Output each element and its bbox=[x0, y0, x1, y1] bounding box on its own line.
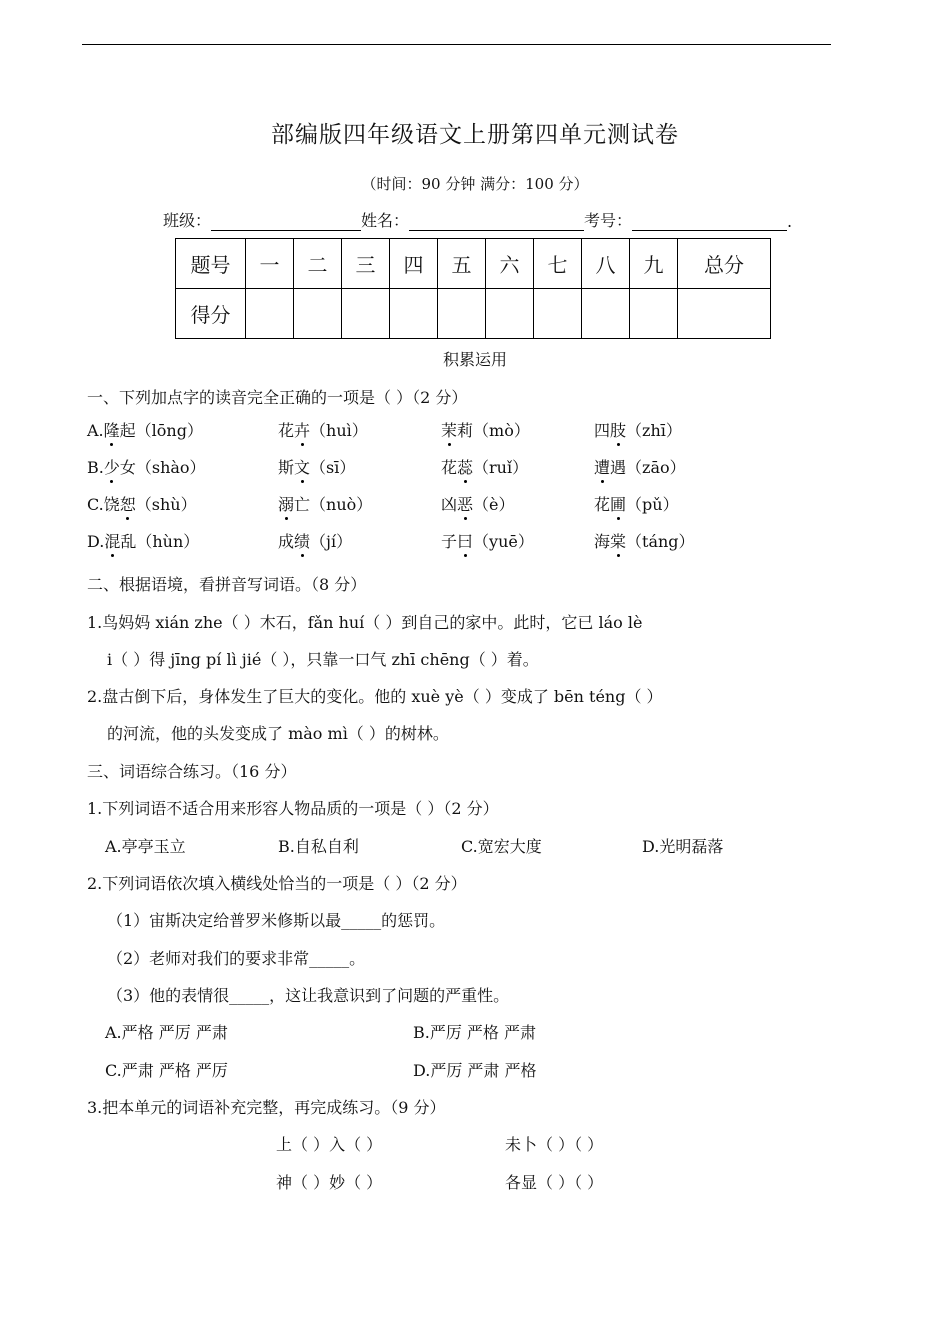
q1-option-c-2: 溺亡（nuò） bbox=[278, 492, 372, 515]
q2-line: 1.鸟妈妈 xián zhe（ ）木石，fǎn huí（ ）到自己的家中。此时，它已 láo lè bbox=[87, 613, 643, 632]
score-cell[interactable] bbox=[630, 289, 678, 339]
q3-title: 三、词语综合练习。（16 分） bbox=[87, 762, 297, 781]
q1-option-d-4: 海棠（táng） bbox=[594, 529, 695, 552]
number-blank[interactable] bbox=[632, 210, 787, 231]
q1-option-b-1: B.少女（shào） bbox=[87, 455, 206, 478]
exam-subtitle: （时间：90 分钟 满分：100 分） bbox=[361, 175, 589, 193]
q3-part2-sentence: （1）宙斯决定给普罗米修斯以最_____的惩罚。 bbox=[107, 911, 446, 930]
score-table-score-row bbox=[176, 289, 771, 339]
header-rule bbox=[82, 44, 831, 45]
q1-option-c-3: 凶恶（è） bbox=[441, 492, 515, 515]
q3-part2-option: A.严格 严厉 严肃 bbox=[105, 1023, 228, 1042]
exam-title: 部编版四年级语文上册第四单元测试卷 bbox=[271, 122, 679, 148]
end-mark: . bbox=[787, 212, 793, 231]
number-label: 考号： bbox=[584, 211, 633, 230]
q1-option-b-3: 花蕊（ruǐ） bbox=[441, 455, 528, 478]
total-score-cell[interactable] bbox=[678, 289, 771, 339]
q2-line: 2.盘古倒下后，身体发生了巨大的变化。他的 xuè yè（ ）变成了 bēn téng（ ） bbox=[87, 687, 663, 706]
q3-part2-sentence: （3）他的表情很_____，这让我意识到了问题的严重性。 bbox=[107, 986, 510, 1005]
q3-part2-option: D.严厉 严肃 严格 bbox=[413, 1061, 537, 1080]
q3-part2-option: C.严肃 严格 严厉 bbox=[105, 1061, 228, 1080]
q1-option-d-1: D.混乱（hùn） bbox=[87, 529, 199, 552]
header-cell: 五 bbox=[438, 239, 486, 289]
q1-option-b-4: 遭遇（zāo） bbox=[594, 455, 686, 478]
student-info-row bbox=[163, 208, 792, 231]
header-cell: 六 bbox=[486, 239, 534, 289]
score-table bbox=[175, 238, 771, 339]
q1-title: 一、下列加点字的读音完全正确的一项是（ ）（2 分） bbox=[87, 388, 468, 407]
score-cell[interactable] bbox=[294, 289, 342, 339]
q1-option-b-2: 斯文（sī） bbox=[278, 455, 355, 478]
class-label: 班级： bbox=[163, 211, 212, 230]
q3-part3-item: 未卜（ ）（ ） bbox=[505, 1135, 604, 1154]
q1-option-d-3: 子曰（yuē） bbox=[441, 529, 534, 552]
q3-part1-option: D.光明磊落 bbox=[642, 837, 724, 856]
name-label: 姓名： bbox=[361, 211, 410, 230]
header-cell: 四 bbox=[390, 239, 438, 289]
header-cell: 二 bbox=[294, 239, 342, 289]
q1-option-c-4: 花圃（pǔ） bbox=[594, 492, 679, 515]
q3-part1-title: 1.下列词语不适合用来形容人物品质的一项是（ ）（2 分） bbox=[87, 799, 499, 818]
section-title: 积累运用 bbox=[442, 350, 507, 369]
header-cell: 八 bbox=[582, 239, 630, 289]
q1-option-d-2: 成绩（jí） bbox=[278, 529, 352, 552]
score-cell[interactable] bbox=[246, 289, 294, 339]
header-cell: 三 bbox=[342, 239, 390, 289]
q1-option-a-1: A.隆起（lōng） bbox=[87, 418, 203, 441]
q1-option-a-2: 花卉（huì） bbox=[278, 418, 368, 441]
q3-part3-title: 3.把本单元的词语补充完整，再完成练习。（9 分） bbox=[87, 1098, 446, 1117]
header-cell: 九 bbox=[630, 239, 678, 289]
q1-option-a-4: 四肢（zhī） bbox=[594, 418, 682, 441]
score-cell[interactable] bbox=[342, 289, 390, 339]
score-cell[interactable] bbox=[582, 289, 630, 339]
q3-part1-option: B.自私自利 bbox=[278, 837, 359, 856]
q2-line: i（ ）得 jīng pí lì jié（ ），只靠一口气 zhī chēng（ ）着。 bbox=[107, 650, 539, 669]
q1-option-c-1: C.饶恕（shù） bbox=[87, 492, 197, 515]
score-row-label: 得分 bbox=[176, 289, 246, 339]
q3-part2-title: 2.下列词语依次填入横线处恰当的一项是（ ）（2 分） bbox=[87, 874, 467, 893]
q2-line: 的河流，他的头发变成了 mào mì（ ）的树林。 bbox=[107, 724, 449, 743]
class-blank[interactable] bbox=[211, 210, 361, 231]
header-cell: 七 bbox=[534, 239, 582, 289]
q3-part2-option: B.严厉 严格 严肃 bbox=[413, 1023, 537, 1042]
header-cell: 总分 bbox=[678, 239, 771, 289]
q2-title: 二、根据语境，看拼音写词语。（8 分） bbox=[87, 575, 367, 594]
q3-part3-item: 各显（ ）（ ） bbox=[505, 1173, 604, 1192]
score-cell[interactable] bbox=[486, 289, 534, 339]
score-cell[interactable] bbox=[390, 289, 438, 339]
q3-part3-item: 神（ ）妙（ ） bbox=[276, 1173, 383, 1192]
score-cell[interactable] bbox=[534, 289, 582, 339]
q1-option-a-3: 茉莉（mò） bbox=[441, 418, 530, 441]
name-blank[interactable] bbox=[409, 210, 584, 231]
q3-part2-sentence: （2）老师对我们的要求非常_____。 bbox=[107, 949, 366, 968]
score-cell[interactable] bbox=[438, 289, 486, 339]
q3-part1-option: A.亭亭玉立 bbox=[105, 837, 186, 856]
header-cell: 一 bbox=[246, 239, 294, 289]
score-table-header-row bbox=[176, 239, 771, 289]
header-cell: 题号 bbox=[176, 239, 246, 289]
q3-part3-item: 上（ ）入（ ） bbox=[276, 1135, 383, 1154]
q3-part1-option: C.宽宏大度 bbox=[461, 837, 542, 856]
